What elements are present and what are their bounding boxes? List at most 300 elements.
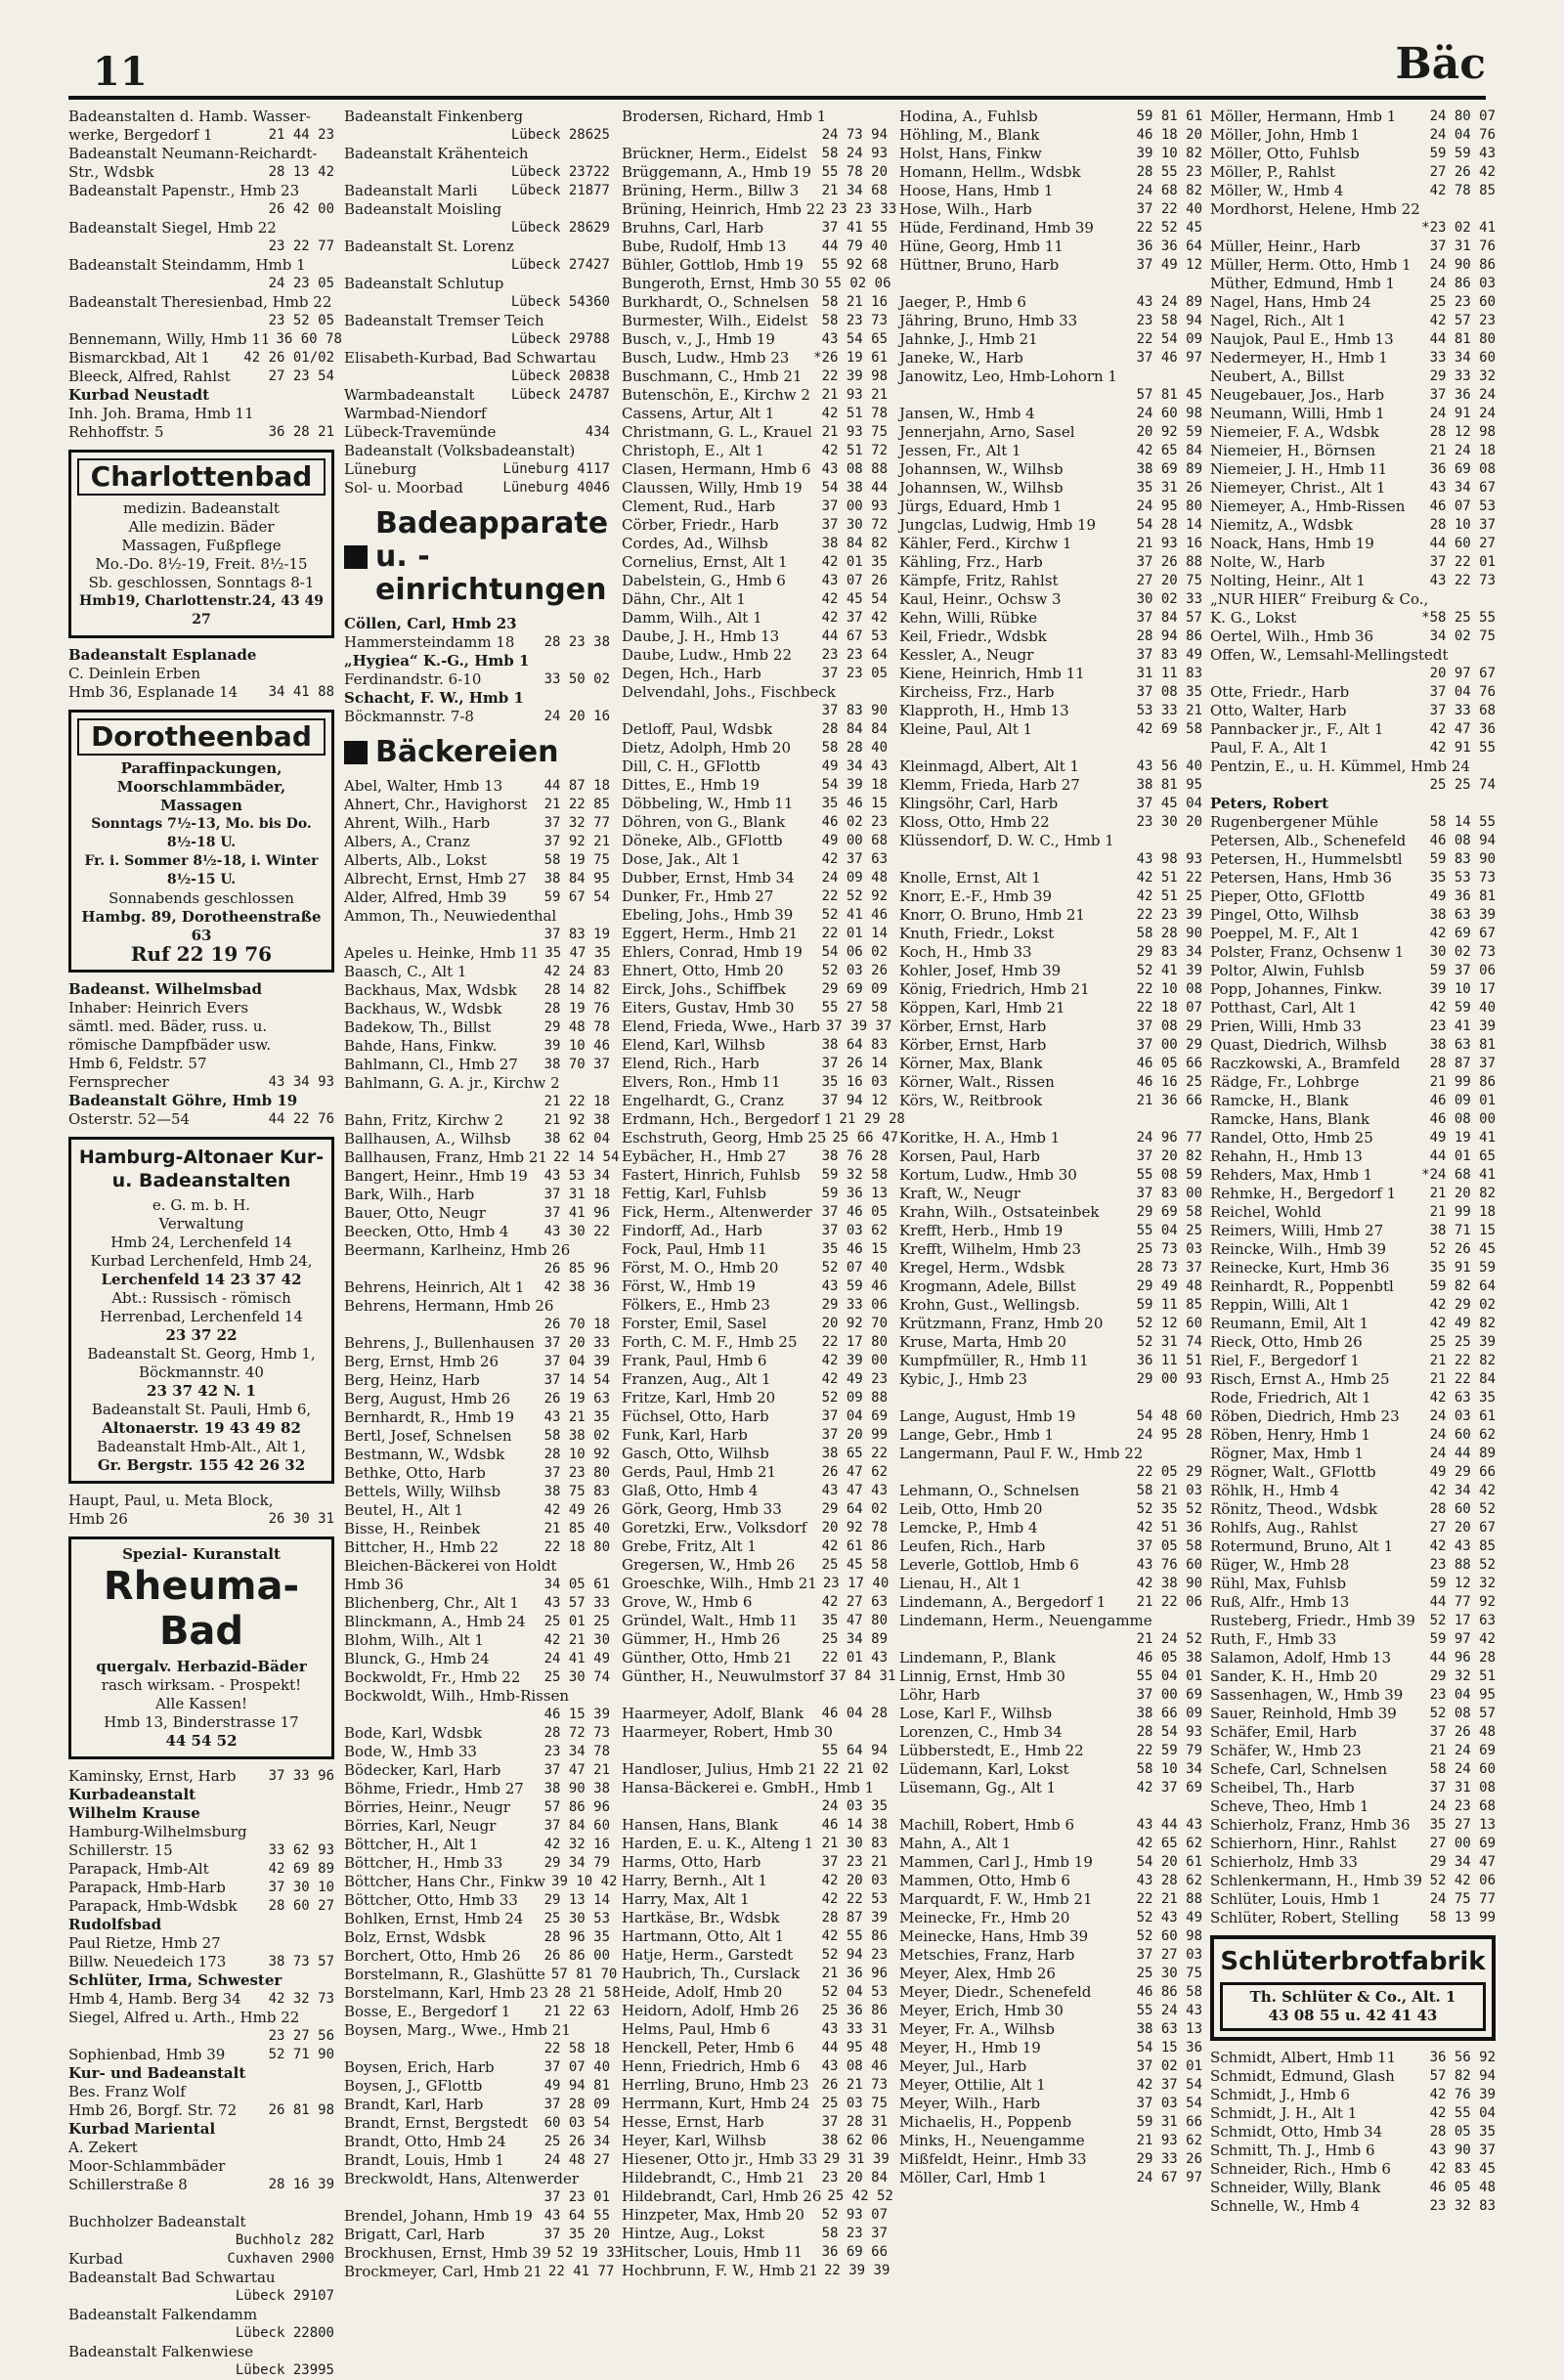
entry-phone: 21 22 85 [543,797,610,812]
entry-name: Badeanstalt Finkenberg [344,108,524,125]
entry-phone: 42 47 36 [1429,721,1496,737]
entry-name: Brendel, Johann, Hmb 19 [344,2207,533,2225]
entry-phone: 28 12 98 [1429,424,1496,440]
entry-phone: 52 07 40 [821,1260,888,1276]
directory-entry [622,1519,888,1537]
directory-entry [899,349,1202,368]
entry-phone: 24 96 77 [1136,1130,1202,1146]
entry-phone: 35 46 15 [821,1241,888,1257]
directory-entry [622,108,888,126]
directory-entry [1210,2179,1496,2197]
entry-name: Degen, Hch., Harb [622,665,761,682]
entry-phone [1196,832,1202,850]
entry-name [622,1686,627,1705]
ad-line [1220,1982,1486,2031]
directory-entry [899,2057,1202,2076]
entry-phone: 58 24 93 [821,146,888,161]
directory-entry [622,1166,888,1185]
directory-entry [344,671,610,689]
entry-phone: 22 01 14 [821,926,888,941]
entry-phone: 38 84 82 [821,536,888,551]
directory-entry [899,609,1202,627]
entry-name: Lorenzen, C., Hmb 34 [899,1723,1063,1741]
entry-name: Nolte, W., Harb [1210,553,1325,571]
entry-phone [328,1971,334,1990]
entry-name: Metschies, Franz, Harb [899,1946,1075,1964]
entry-name: Heyer, Karl, Wilhsb [622,2132,766,2149]
directory-entry [899,108,1202,126]
directory-entry [622,943,888,962]
entry-phone: 37 04 76 [1429,684,1496,700]
entry-phone: 26 85 96 [543,1261,610,1277]
entry-name: Knuth, Friedr., Lokst [899,925,1055,942]
directory-entry [1210,553,1496,572]
entry-name: Brüning, Herm., Billw 3 [622,182,800,199]
entry-name: Johannsen, W., Wilhsb [899,479,1064,497]
directory-entry [1210,1797,1496,1816]
directory-entry [1210,2086,1496,2104]
entry-name: Brandt, Karl, Harb [344,2096,484,2113]
entry-phone: 23 34 78 [543,1744,610,1759]
directory-entry [344,1297,610,1316]
directory-entry [344,1947,610,1966]
directory-entry [344,1650,610,1668]
entry-name: Böttcher, H., Alt 1 [344,1836,479,1853]
directory-entry [344,1018,610,1037]
directory-entry [344,2096,610,2114]
entry-name: Erdmann, Hch., Bergedorf 1 [622,1110,834,1128]
entry-phone: 53 33 21 [1136,703,1202,718]
entry-phone: 23 27 56 [268,2028,334,2044]
entry-name: Parapack, Hmb-Wdsbk [68,1897,238,1915]
entry-name: Hartmann, Otto, Alt 1 [622,1927,785,1945]
directory-entry [344,981,610,1000]
directory-entry [344,963,610,981]
entry-name: Sassenhagen, W., Hmb 39 [1210,1686,1404,1704]
entry-name: Nedermeyer, H., Hmb 1 [1210,349,1388,367]
entry-name: Körber, Ernst, Harb [899,1036,1047,1054]
directory-entry [1210,1259,1496,1277]
entry-name: Str., Wdsbk [68,163,154,181]
entry-name: Lüdemann, Karl, Lokst [899,1760,1069,1778]
directory-entry [622,980,888,999]
entry-phone [328,182,334,200]
entry-phone [1196,1389,1202,1407]
entry-name: Günther, H., Neuwulmstorf [622,1667,824,1685]
directory-entry [1210,1742,1496,1760]
directory-entry [1210,293,1496,312]
directory-entry [899,906,1202,925]
directory-entry [622,293,888,312]
entry-name: C. Deinlein Erben [68,665,200,682]
directory-entry [899,980,1202,999]
directory-entry [622,1407,888,1426]
entry-name: Mammen, Carl J., Hmb 19 [899,1853,1093,1871]
directory-entry [899,1927,1202,1946]
entry-name: Bruhns, Carl, Harb [622,219,764,237]
entry-name: Sander, K. H., Hmb 20 [1210,1667,1378,1685]
entry-phone: 37 04 69 [821,1408,888,1424]
entry-name: Rudolfsbad [68,1916,162,1933]
entry-phone: 22 58 18 [543,2041,610,2056]
entry-phone: 29 48 78 [543,1019,610,1035]
directory-entry [622,1426,888,1445]
entry-name: Kurbad Mariental [68,2120,216,2138]
directory-entry [344,256,610,275]
entry-name: Johannsen, W., Wilhsb [899,460,1064,478]
entry-name: Kaul, Heinr., Ochsw 3 [899,590,1062,608]
entry-name: Rotermund, Bruno, Alt 1 [1210,1537,1394,1555]
entry-list [68,1767,334,2380]
directory-entry [899,1222,1202,1240]
entry-phone: 29 32 51 [1429,1668,1496,1684]
entry-name: Prien, Willi, Hmb 33 [1210,1017,1362,1035]
entry-name: Döhren, von G., Blank [622,813,786,831]
entry-name: Meyer, Jul., Harb [899,2057,1027,2075]
directory-entry [622,1110,905,1129]
entry-name: Kircheiss, Frz., Harb [899,683,1055,701]
entry-phone: 21 24 52 [1136,1631,1202,1647]
directory-entry [344,219,610,238]
directory-entry [622,702,888,720]
entry-name: Günther, Otto, Hmb 21 [622,1649,793,1666]
entry-name: Lange, August, Hmb 19 [899,1407,1076,1425]
entry-phone: 38 65 22 [821,1446,888,1461]
directory-entry [344,907,610,926]
entry-phone: 25 25 39 [1429,1334,1496,1350]
entry-phone: 36 11 51 [1136,1353,1202,1368]
directory-entry [1210,1166,1496,1185]
directory-entry [622,145,888,163]
directory-entry [68,1073,334,1092]
directory-entry [899,275,1202,293]
entry-phone: 54 39 18 [821,777,888,793]
directory-entry [622,330,888,349]
entry-phone: 46 08 94 [1429,833,1496,848]
entry-name: Klemm, Frieda, Harb 27 [899,776,1080,794]
directory-entry [344,633,610,652]
entry-name: Raczkowski, A., Bramfeld [1210,1055,1401,1072]
directory-entry [344,349,610,368]
entry-phone: 46 02 23 [821,814,888,830]
directory-entry [622,1222,888,1240]
entry-name: Pannbacker jr., F., Alt 1 [1210,720,1384,738]
entry-name: Boysen, J., GFlottb [344,2077,483,2095]
entry-name: Badeanstalt Tremser Teich [344,312,544,329]
entry-name: Hose, Wilh., Harb [899,200,1032,218]
entry-name: Popp, Johannes, Finkw. [1210,980,1383,998]
entry-name: Salamon, Adolf, Hmb 13 [1210,1649,1391,1666]
directory-entry [1210,108,1496,126]
directory-entry [899,1760,1202,1779]
directory-entry [899,1723,1202,1742]
directory-entry [1210,460,1496,479]
directory-entry [899,683,1202,702]
column-3 [622,108,905,2346]
directory-entry [622,1667,896,1686]
ad-line: Fr. i. Sommer 8½-18, i. Winter 8½-15 U. [84,853,319,887]
entry-phone: 34 05 61 [543,1577,610,1592]
entry-name: Behrens, Hermann, Hmb 26 [344,1297,554,1315]
entry-name: Herrling, Bruno, Hmb 23 [622,2076,809,2094]
directory-entry [68,182,334,200]
entry-name: Poeppel, M. F., Alt 1 [1210,925,1361,942]
directory-entry [68,1767,334,1786]
entry-name: Lindemann, Herm., Neuengamme [899,1612,1152,1629]
directory-entry [622,219,888,238]
directory-entry [622,1853,888,1872]
entry-phone: 23 17 40 [822,1576,890,1591]
directory-entry [1210,1203,1496,1222]
entry-name: Reinecke, Kurt, Hmb 36 [1210,1259,1390,1277]
entry-phone: 24 23 68 [1429,1798,1496,1814]
entry-phone [604,275,610,293]
ad-line: Badeanstalt Hmb-Alt., Alt 1, [97,1438,306,1455]
entry-name: Brüggemann, A., Hmb 19 [622,163,811,181]
entry-phone: 37 27 03 [1136,1947,1202,1963]
entry-phone: 38 75 83 [543,1484,610,1499]
entry-phone: 22 10 08 [1136,981,1202,997]
entry-phone: 57 86 96 [543,1799,610,1815]
entry-phone: 46 05 48 [1429,2180,1496,2195]
entry-phone: 58 28 90 [1136,926,1202,941]
directory-entry [344,1167,610,1186]
entry-phone: 22 18 07 [1136,1000,1202,1016]
entry-name: Ballhausen, Franz, Hmb 21 [344,1148,547,1166]
entry-phone: 37 08 35 [1136,684,1202,700]
entry-name: Möller, Carl, Hmb 1 [899,2169,1048,2186]
entry-name: Beermann, Karlheinz, Hmb 26 [344,1241,571,1259]
directory-entry [622,665,888,683]
entry-phone: 42 57 23 [1429,313,1496,328]
entry-phone: 24 68 82 [1136,183,1202,198]
directory-entry [622,1352,888,1370]
entry-name: Bahde, Hans, Finkw. [344,1037,498,1055]
entry-name: Schierholz, Franz, Hmb 36 [1210,1816,1411,1834]
entry-phone: 37 22 40 [1136,201,1202,217]
entry-phone: 58 21 16 [821,294,888,310]
entry-phone: 23 23 64 [821,647,888,663]
directory-entry [899,646,1202,665]
directory-entry [1210,1315,1496,1333]
entry-name: Meyer, Diedr., Schenefeld [899,1983,1092,2001]
entry-phone: 35 47 80 [821,1613,888,1628]
entry-phone: 27 20 67 [1429,1520,1496,1536]
entry-phone: 37 07 40 [543,2059,610,2075]
entry-phone: 28 55 23 [1136,164,1202,180]
directory-entry [899,1315,1202,1333]
directory-entry [344,275,610,293]
directory-entry [622,1147,888,1166]
directory-entry [622,1389,888,1407]
entry-phone: 43 08 88 [821,461,888,477]
entry-name: Badeanstalt Göhre, Hmb 19 [68,1092,298,1109]
entry-phone: 38 81 95 [1136,777,1202,793]
directory-entry [344,1278,610,1297]
ad-title: Charlottenbad [77,458,326,496]
directory-entry [1210,1352,1496,1370]
directory-entry [68,219,334,238]
entry-name: Brandt, Otto, Hmb 24 [344,2133,506,2150]
directory-entry [622,1779,888,1797]
directory-entry [344,108,610,126]
entry-name: Butenschön, E., Kirchw 2 [622,386,810,404]
entry-name: Schierholz, Hmb 33 [1210,1853,1358,1871]
entry-phone: 38 63 13 [1136,2021,1202,2037]
entry-phone: 38 71 15 [1429,1223,1496,1238]
directory-entry [899,869,1202,887]
entry-name: Cörber, Friedr., Harb [622,516,779,534]
entry-name: Behrens, J., Bullenhausen [344,1334,535,1352]
directory-entry [68,293,334,312]
entry-phone [328,1786,334,1804]
entry-name: Bennemann, Willy, Hmb 11 [68,330,271,348]
entry-name: Eirck, Johs., Schiffbek [622,980,787,998]
entry-name: Hansa-Bäckerei e. GmbH., Hmb 1 [622,1779,875,1796]
entry-phone: 24 90 86 [1429,257,1496,273]
entry-name: Börries, Heinr., Neugr [344,1798,510,1816]
entry-phone: 21 85 40 [543,1521,610,1536]
directory-entry [344,405,610,423]
entry-phone: 42 69 58 [1136,721,1202,737]
entry-name: Frank, Paul, Hmb 6 [622,1352,767,1369]
entry-name: Badeanstalten d. Hamb. Wasser- [68,108,311,125]
directory-entry [622,553,888,572]
directory-entry [344,1037,610,1056]
entry-name: Mahn, A., Alt 1 [899,1835,1012,1852]
directory-entry [1210,1463,1496,1482]
entry-phone: 37 84 31 [829,1668,896,1684]
entry-name: Höhling, M., Blank [899,126,1040,144]
entry-phone: 43 53 34 [543,1168,610,1184]
directory-entry [1210,590,1496,609]
directory-entry [68,2064,334,2083]
entry-name: Bode, Karl, Wdsbk [344,1724,483,1742]
entry-phone: 37 31 08 [1429,1780,1496,1796]
entry-name: Eggert, Herm., Hmb 21 [622,925,799,942]
entry-phone: 44 87 18 [543,778,610,794]
directory-entry [1210,330,1496,349]
directory-entry [1210,1426,1496,1445]
entry-phone: 23 32 83 [1429,2198,1496,2214]
entry-phone: 55 24 43 [1136,2003,1202,2018]
directory-entry [1210,386,1496,405]
directory-entry [899,1129,1202,1147]
entry-phone: 43 47 43 [821,1483,888,1498]
entry-name: Heidorn, Adolf, Hmb 26 [622,2002,800,2019]
entry-phone: 28 84 84 [821,721,888,737]
entry-phone: 37 00 29 [1136,1037,1202,1053]
entry-phone [328,1823,334,1841]
directory-entry [622,386,888,405]
directory-entry [622,2095,888,2113]
directory-entry [899,1482,1202,1500]
entry-phone: 29 34 79 [543,1855,610,1871]
entry-name: Goretzki, Erw., Volksdorf [622,1519,807,1536]
entry-name: Hochbrunn, F. W., Hmb 21 [622,2262,818,2279]
entry-phone: 37 03 54 [1136,2096,1202,2111]
entry-phone [1490,200,1496,219]
entry-name: Abel, Walter, Hmb 13 [344,777,503,795]
directory-entry [899,2039,1202,2057]
directory-entry [622,1333,888,1352]
entry-name: Claussen, Willy, Hmb 19 [622,479,803,497]
entry-name: Hammersteindamm 18 [344,633,515,651]
directory-entry [1210,776,1496,795]
entry-phone: 28 14 82 [543,982,610,998]
entry-phone: 37 35 20 [543,2227,610,2242]
entry-phone: 28 72 73 [543,1725,610,1741]
entry-phone: 55 08 59 [1136,1167,1202,1183]
directory-entry [899,739,1202,757]
directory-entry [622,2243,888,2262]
entry-name: Dähn, Chr., Alt 1 [622,590,746,608]
entry-phone [1196,1445,1202,1463]
ad-line: Alle medizin. Bäder [128,518,275,536]
entry-phone: 54 15 36 [1136,2040,1202,2055]
entry-name: Hamburg-Wilhelmsburg [68,1823,247,1840]
directory-entry [1210,1890,1496,1909]
entry-name: Elend, Rich., Harb [622,1055,760,1072]
directory-entry [622,1073,888,1092]
directory-entry [899,368,1202,386]
entry-phone [604,615,610,633]
entry-phone: 42 39 00 [821,1353,888,1368]
entry-name: Bosse, E., Bergedorf 1 [344,2003,511,2020]
directory-entry [68,1510,334,1529]
directory-entry [899,1890,1202,1909]
entry-phone: 42 32 73 [268,1991,334,2007]
entry-phone: 37 83 49 [1136,647,1202,663]
entry-phone: 37 30 10 [268,1880,334,1895]
entry-phone: 52 71 90 [268,2047,334,2062]
entry-phone: 42 59 40 [1429,1000,1496,1016]
entry-name: Bleichen-Bäckerei von Holdt [344,1557,557,1575]
entry-phone: 42 51 22 [1136,870,1202,886]
directory-entry [622,256,888,275]
entry-name: Jaeger, P., Hmb 6 [899,293,1026,311]
entry-phone: 25 30 53 [543,1911,610,1926]
directory-entry [899,163,1202,182]
directory-entry [344,814,610,833]
entry-phone: 24 60 98 [1136,406,1202,421]
entry-name: Jahnke, J., Hmb 21 [899,330,1038,348]
entry-phone: 21 22 06 [1136,1594,1202,1610]
entry-name: Harms, Otto, Harb [622,1853,761,1871]
entry-phone: 52 26 45 [1429,1241,1496,1257]
entry-name: Delvendahl, Johs., Fischbeck [622,683,836,701]
entry-name: Hildebrandt, Carl, Hmb 26 [622,2187,822,2205]
entry-name: Berg, Heinz, Harb [344,1371,480,1389]
entry-phone: 54 38 44 [821,480,888,496]
entry-name: Bleeck, Alfred, Rahlst [68,368,231,385]
directory-entry [622,1277,888,1296]
entry-name: Reppin, Willi, Alt 1 [1210,1296,1351,1314]
directory-entry [899,1705,1202,1723]
directory-entry [622,1946,888,1965]
entry-phone: 37 49 12 [1136,257,1202,273]
entry-name: Neubert, A., Billst [1210,368,1345,385]
directory-entry [622,1890,888,1909]
directory-entry [1210,813,1496,832]
entry-phone: 24 41 49 [543,1651,610,1666]
entry-phone: 43 76 60 [1136,1557,1202,1573]
entry-name: Rusteberg, Friedr., Hmb 39 [1210,1612,1415,1629]
entry-phone: 21 20 82 [1429,1186,1496,1201]
entry-name: Brodersen, Richard, Hmb 1 [622,108,827,125]
entry-phone: 52 60 98 [1136,1928,1202,1944]
entry-phone: 28 19 76 [543,1001,610,1017]
